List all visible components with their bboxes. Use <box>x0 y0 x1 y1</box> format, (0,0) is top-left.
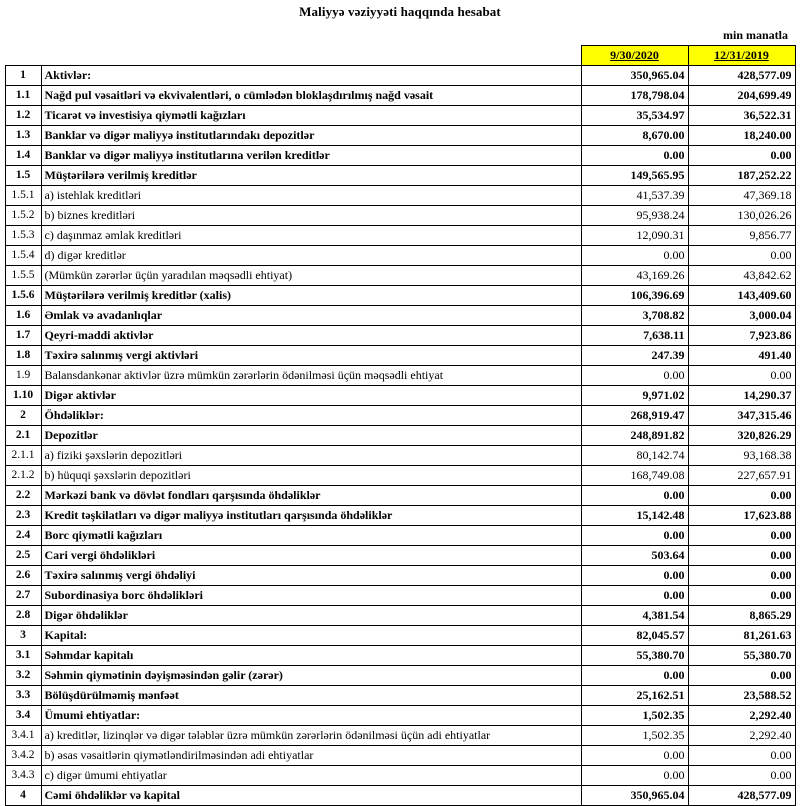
row-label: Banklar və digər maliyyə institutlarına verilən kreditlər <box>41 146 581 166</box>
table-row <box>5 566 795 586</box>
row-label: Təxirə salınmış vergi aktivləri <box>41 346 581 366</box>
row-value-period-1: 268,919.47 <box>581 406 688 426</box>
table-row <box>5 526 795 546</box>
row-label: a) istehlak kreditləri <box>41 186 581 206</box>
row-index: 2.2 <box>5 486 41 506</box>
row-label: d) digər kreditlər <box>41 246 581 266</box>
row-index: 2.8 <box>5 606 41 626</box>
row-value-period-1: 0.00 <box>581 526 688 546</box>
row-value-period-2: 428,577.09 <box>688 66 795 86</box>
row-value-period-1: 15,142.48 <box>581 506 688 526</box>
table-row <box>5 286 795 306</box>
row-value-period-1: 0.00 <box>581 746 688 766</box>
table-row <box>5 786 795 806</box>
row-label: Nağd pul vəsaitləri və ekvivalentləri, o cümlədən bloklaşdırılmış nağd vəsait <box>41 86 581 106</box>
row-label: Öhdəliklər: <box>41 406 581 426</box>
row-index: 1.5.1 <box>5 186 41 206</box>
row-index: 2.1.1 <box>5 446 41 466</box>
units-note: min manatla <box>722 28 788 42</box>
table-row <box>5 426 795 446</box>
table-row <box>5 686 795 706</box>
page-title: Maliyyə vəziyyəti haqqında hesabat <box>299 4 501 19</box>
row-label: Subordinasiya borc öhdəlikləri <box>41 586 581 606</box>
row-value-period-2: 0.00 <box>688 666 795 686</box>
row-value-period-1: 0.00 <box>581 146 688 166</box>
row-value-period-2: 347,315.46 <box>688 406 795 426</box>
row-index: 1.5.5 <box>5 266 41 286</box>
row-value-period-1: 35,534.97 <box>581 106 688 126</box>
row-value-period-1: 55,380.70 <box>581 646 688 666</box>
table-row <box>5 406 795 426</box>
table-row <box>5 186 795 206</box>
row-value-period-1: 168,749.08 <box>581 466 688 486</box>
table-row <box>5 266 795 286</box>
row-value-period-1: 7,638.11 <box>581 326 688 346</box>
table-row <box>5 386 795 406</box>
row-value-period-2: 81,261.63 <box>688 626 795 646</box>
row-label: Qeyri-maddi aktivlər <box>41 326 581 346</box>
row-value-period-2: 0.00 <box>688 146 795 166</box>
header-period-2: 12/31/2019 <box>688 46 795 66</box>
row-label: Müştərilərə verilmiş kreditlər (xalis) <box>41 286 581 306</box>
row-label: Müştərilərə verilmiş kreditlər <box>41 166 581 186</box>
row-value-period-2: 0.00 <box>688 366 795 386</box>
row-label: Kredit təşkilatları və digər maliyyə institutları qarşısında öhdəliklər <box>41 506 581 526</box>
row-value-period-2: 0.00 <box>688 546 795 566</box>
row-value-period-1: 25,162.51 <box>581 686 688 706</box>
row-index: 2.7 <box>5 586 41 606</box>
row-index: 1.3 <box>5 126 41 146</box>
row-value-period-1: 43,169.26 <box>581 266 688 286</box>
table-row <box>5 126 795 146</box>
table-row <box>5 226 795 246</box>
row-label: Digər öhdəliklər <box>41 606 581 626</box>
row-label: a) fiziki şəxslərin depozitləri <box>41 446 581 466</box>
row-index: 2.6 <box>5 566 41 586</box>
row-index: 3.4 <box>5 706 41 726</box>
row-value-period-2: 2,292.40 <box>688 726 795 746</box>
row-value-period-2: 2,292.40 <box>688 706 795 726</box>
table-row <box>5 626 795 646</box>
table-header-row <box>5 46 795 66</box>
row-value-period-1: 178,798.04 <box>581 86 688 106</box>
row-value-period-2: 130,026.26 <box>688 206 795 226</box>
table-row <box>5 446 795 466</box>
table-row <box>5 506 795 526</box>
row-label: Təxirə salınmış vergi öhdəliyi <box>41 566 581 586</box>
table-row <box>5 726 795 746</box>
row-index: 1.4 <box>5 146 41 166</box>
row-label: Kapital: <box>41 626 581 646</box>
table-body <box>5 46 795 806</box>
row-value-period-2: 43,842.62 <box>688 266 795 286</box>
row-label: a) kreditlər, lizinqlər və digər tələblər üzrə mümkün zərərlərin ödənilməsi üçün adi ehtiyatlar <box>41 726 581 746</box>
row-value-period-2: 491.40 <box>688 346 795 366</box>
header-label-cell <box>41 46 581 66</box>
row-label: Aktivlər: <box>41 66 581 86</box>
row-value-period-1: 0.00 <box>581 666 688 686</box>
financial-table <box>5 45 796 806</box>
row-label: Digər aktivlər <box>41 386 581 406</box>
row-index: 3.4.2 <box>5 746 41 766</box>
row-value-period-1: 0.00 <box>581 246 688 266</box>
table-row <box>5 106 795 126</box>
table-row <box>5 306 795 326</box>
row-label: c) daşınmaz əmlak kreditləri <box>41 226 581 246</box>
row-value-period-2: 227,657.91 <box>688 466 795 486</box>
row-value-period-1: 0.00 <box>581 766 688 786</box>
row-value-period-2: 0.00 <box>688 566 795 586</box>
table-row <box>5 206 795 226</box>
header-period-1: 9/30/2020 <box>581 46 688 66</box>
row-value-period-1: 82,045.57 <box>581 626 688 646</box>
row-value-period-2: 0.00 <box>688 486 795 506</box>
row-index: 3.2 <box>5 666 41 686</box>
row-value-period-2: 36,522.31 <box>688 106 795 126</box>
row-value-period-1: 1,502.35 <box>581 706 688 726</box>
row-label: Depozitlər <box>41 426 581 446</box>
row-value-period-2: 93,168.38 <box>688 446 795 466</box>
table-row <box>5 346 795 366</box>
row-value-period-1: 12,090.31 <box>581 226 688 246</box>
row-index: 1.5 <box>5 166 41 186</box>
row-index: 1.1 <box>5 86 41 106</box>
table-row <box>5 666 795 686</box>
table-row <box>5 326 795 346</box>
row-label: Bölüşdürülməmiş mənfəət <box>41 686 581 706</box>
row-value-period-2: 17,623.88 <box>688 506 795 526</box>
row-value-period-2: 187,252.22 <box>688 166 795 186</box>
table-row <box>5 766 795 786</box>
header-index-cell <box>5 46 41 66</box>
row-index: 1.5.3 <box>5 226 41 246</box>
row-label: Əmlak və avadanlıqlar <box>41 306 581 326</box>
row-value-period-2: 9,856.77 <box>688 226 795 246</box>
table-row <box>5 706 795 726</box>
row-value-period-2: 143,409.60 <box>688 286 795 306</box>
row-label: c) digər ümumi ehtiyatlar <box>41 766 581 786</box>
row-index: 1.9 <box>5 366 41 386</box>
table-row <box>5 146 795 166</box>
row-value-period-1: 503.64 <box>581 546 688 566</box>
row-value-period-1: 8,670.00 <box>581 126 688 146</box>
row-value-period-2: 8,865.29 <box>688 606 795 626</box>
row-value-period-2: 0.00 <box>688 526 795 546</box>
row-index: 2.3 <box>5 506 41 526</box>
row-index: 1.8 <box>5 346 41 366</box>
table-row <box>5 586 795 606</box>
table-row <box>5 546 795 566</box>
row-value-period-1: 350,965.04 <box>581 786 688 806</box>
table-row <box>5 466 795 486</box>
table-row <box>5 66 795 86</box>
row-label: (Mümkün zərərlər üçün yaradılan məqsədli ehtiyat) <box>41 266 581 286</box>
row-index: 1.5.6 <box>5 286 41 306</box>
row-label: Cəmi öhdəliklər və kapital <box>41 786 581 806</box>
row-index: 3.1 <box>5 646 41 666</box>
row-index: 2.5 <box>5 546 41 566</box>
row-value-period-1: 41,537.39 <box>581 186 688 206</box>
table-row <box>5 486 795 506</box>
row-label: Balansdankənar aktivlər üzrə mümkün zərərlərin ödənilməsi üçün məqsədli ehtiyat <box>41 366 581 386</box>
row-value-period-2: 320,826.29 <box>688 426 795 446</box>
row-index: 1.7 <box>5 326 41 346</box>
row-value-period-2: 0.00 <box>688 746 795 766</box>
row-value-period-1: 80,142.74 <box>581 446 688 466</box>
row-value-period-2: 0.00 <box>688 246 795 266</box>
table-row <box>5 746 795 766</box>
row-value-period-1: 95,938.24 <box>581 206 688 226</box>
row-index: 3.4.1 <box>5 726 41 746</box>
row-value-period-1: 3,708.82 <box>581 306 688 326</box>
row-value-period-1: 0.00 <box>581 566 688 586</box>
row-index: 1.5.4 <box>5 246 41 266</box>
row-value-period-1: 0.00 <box>581 486 688 506</box>
row-value-period-2: 0.00 <box>688 766 795 786</box>
row-index: 1.10 <box>5 386 41 406</box>
row-value-period-1: 0.00 <box>581 366 688 386</box>
row-index: 3.4.3 <box>5 766 41 786</box>
row-index: 1.2 <box>5 106 41 126</box>
financial-statement-page <box>0 4 800 802</box>
row-value-period-1: 350,965.04 <box>581 66 688 86</box>
table-row <box>5 606 795 626</box>
row-value-period-2: 14,290.37 <box>688 386 795 406</box>
row-index: 4 <box>5 786 41 806</box>
row-value-period-1: 247.39 <box>581 346 688 366</box>
table-row <box>5 366 795 386</box>
row-index: 1.6 <box>5 306 41 326</box>
row-value-period-1: 9,971.02 <box>581 386 688 406</box>
table-row <box>5 86 795 106</box>
row-label: Ticarət və investisiya qiymətli kağızları <box>41 106 581 126</box>
row-value-period-2: 0.00 <box>688 586 795 606</box>
row-value-period-1: 248,891.82 <box>581 426 688 446</box>
row-label: Banklar və digər maliyyə institutlarındakı depozitlər <box>41 126 581 146</box>
row-value-period-2: 18,240.00 <box>688 126 795 146</box>
row-label: Mərkəzi bank və dövlət fondları qarşısında öhdəliklər <box>41 486 581 506</box>
row-value-period-2: 204,699.49 <box>688 86 795 106</box>
row-label: Səhmdar kapitalı <box>41 646 581 666</box>
row-index: 2 <box>5 406 41 426</box>
row-index: 1.5.2 <box>5 206 41 226</box>
row-value-period-2: 23,588.52 <box>688 686 795 706</box>
row-index: 2.4 <box>5 526 41 546</box>
row-value-period-1: 106,396.69 <box>581 286 688 306</box>
row-index: 3.3 <box>5 686 41 706</box>
row-index: 3 <box>5 626 41 646</box>
row-value-period-2: 3,000.04 <box>688 306 795 326</box>
row-value-period-2: 47,369.18 <box>688 186 795 206</box>
table-row <box>5 646 795 666</box>
row-index: 2.1 <box>5 426 41 446</box>
row-index: 2.1.2 <box>5 466 41 486</box>
row-value-period-1: 149,565.95 <box>581 166 688 186</box>
row-label: Borc qiymətli kağızları <box>41 526 581 546</box>
row-value-period-2: 428,577.09 <box>688 786 795 806</box>
row-value-period-2: 55,380.70 <box>688 646 795 666</box>
table-row <box>5 246 795 266</box>
table-row <box>5 166 795 186</box>
row-value-period-1: 1,502.35 <box>581 726 688 746</box>
row-label: Səhmin qiymətinin dəyişməsindən gəlir (zərər) <box>41 666 581 686</box>
row-value-period-2: 7,923.86 <box>688 326 795 346</box>
row-label: b) biznes kreditləri <box>41 206 581 226</box>
row-label: Cari vergi öhdəlikləri <box>41 546 581 566</box>
row-index: 1 <box>5 66 41 86</box>
row-label: b) hüquqi şəxslərin depozitləri <box>41 466 581 486</box>
row-label: b) əsas vəsaitlərin qiymətləndirilməsindən adi ehtiyatlar <box>41 746 581 766</box>
row-value-period-1: 4,381.54 <box>581 606 688 626</box>
row-label: Ümumi ehtiyatlar: <box>41 706 581 726</box>
row-value-period-1: 0.00 <box>581 586 688 606</box>
